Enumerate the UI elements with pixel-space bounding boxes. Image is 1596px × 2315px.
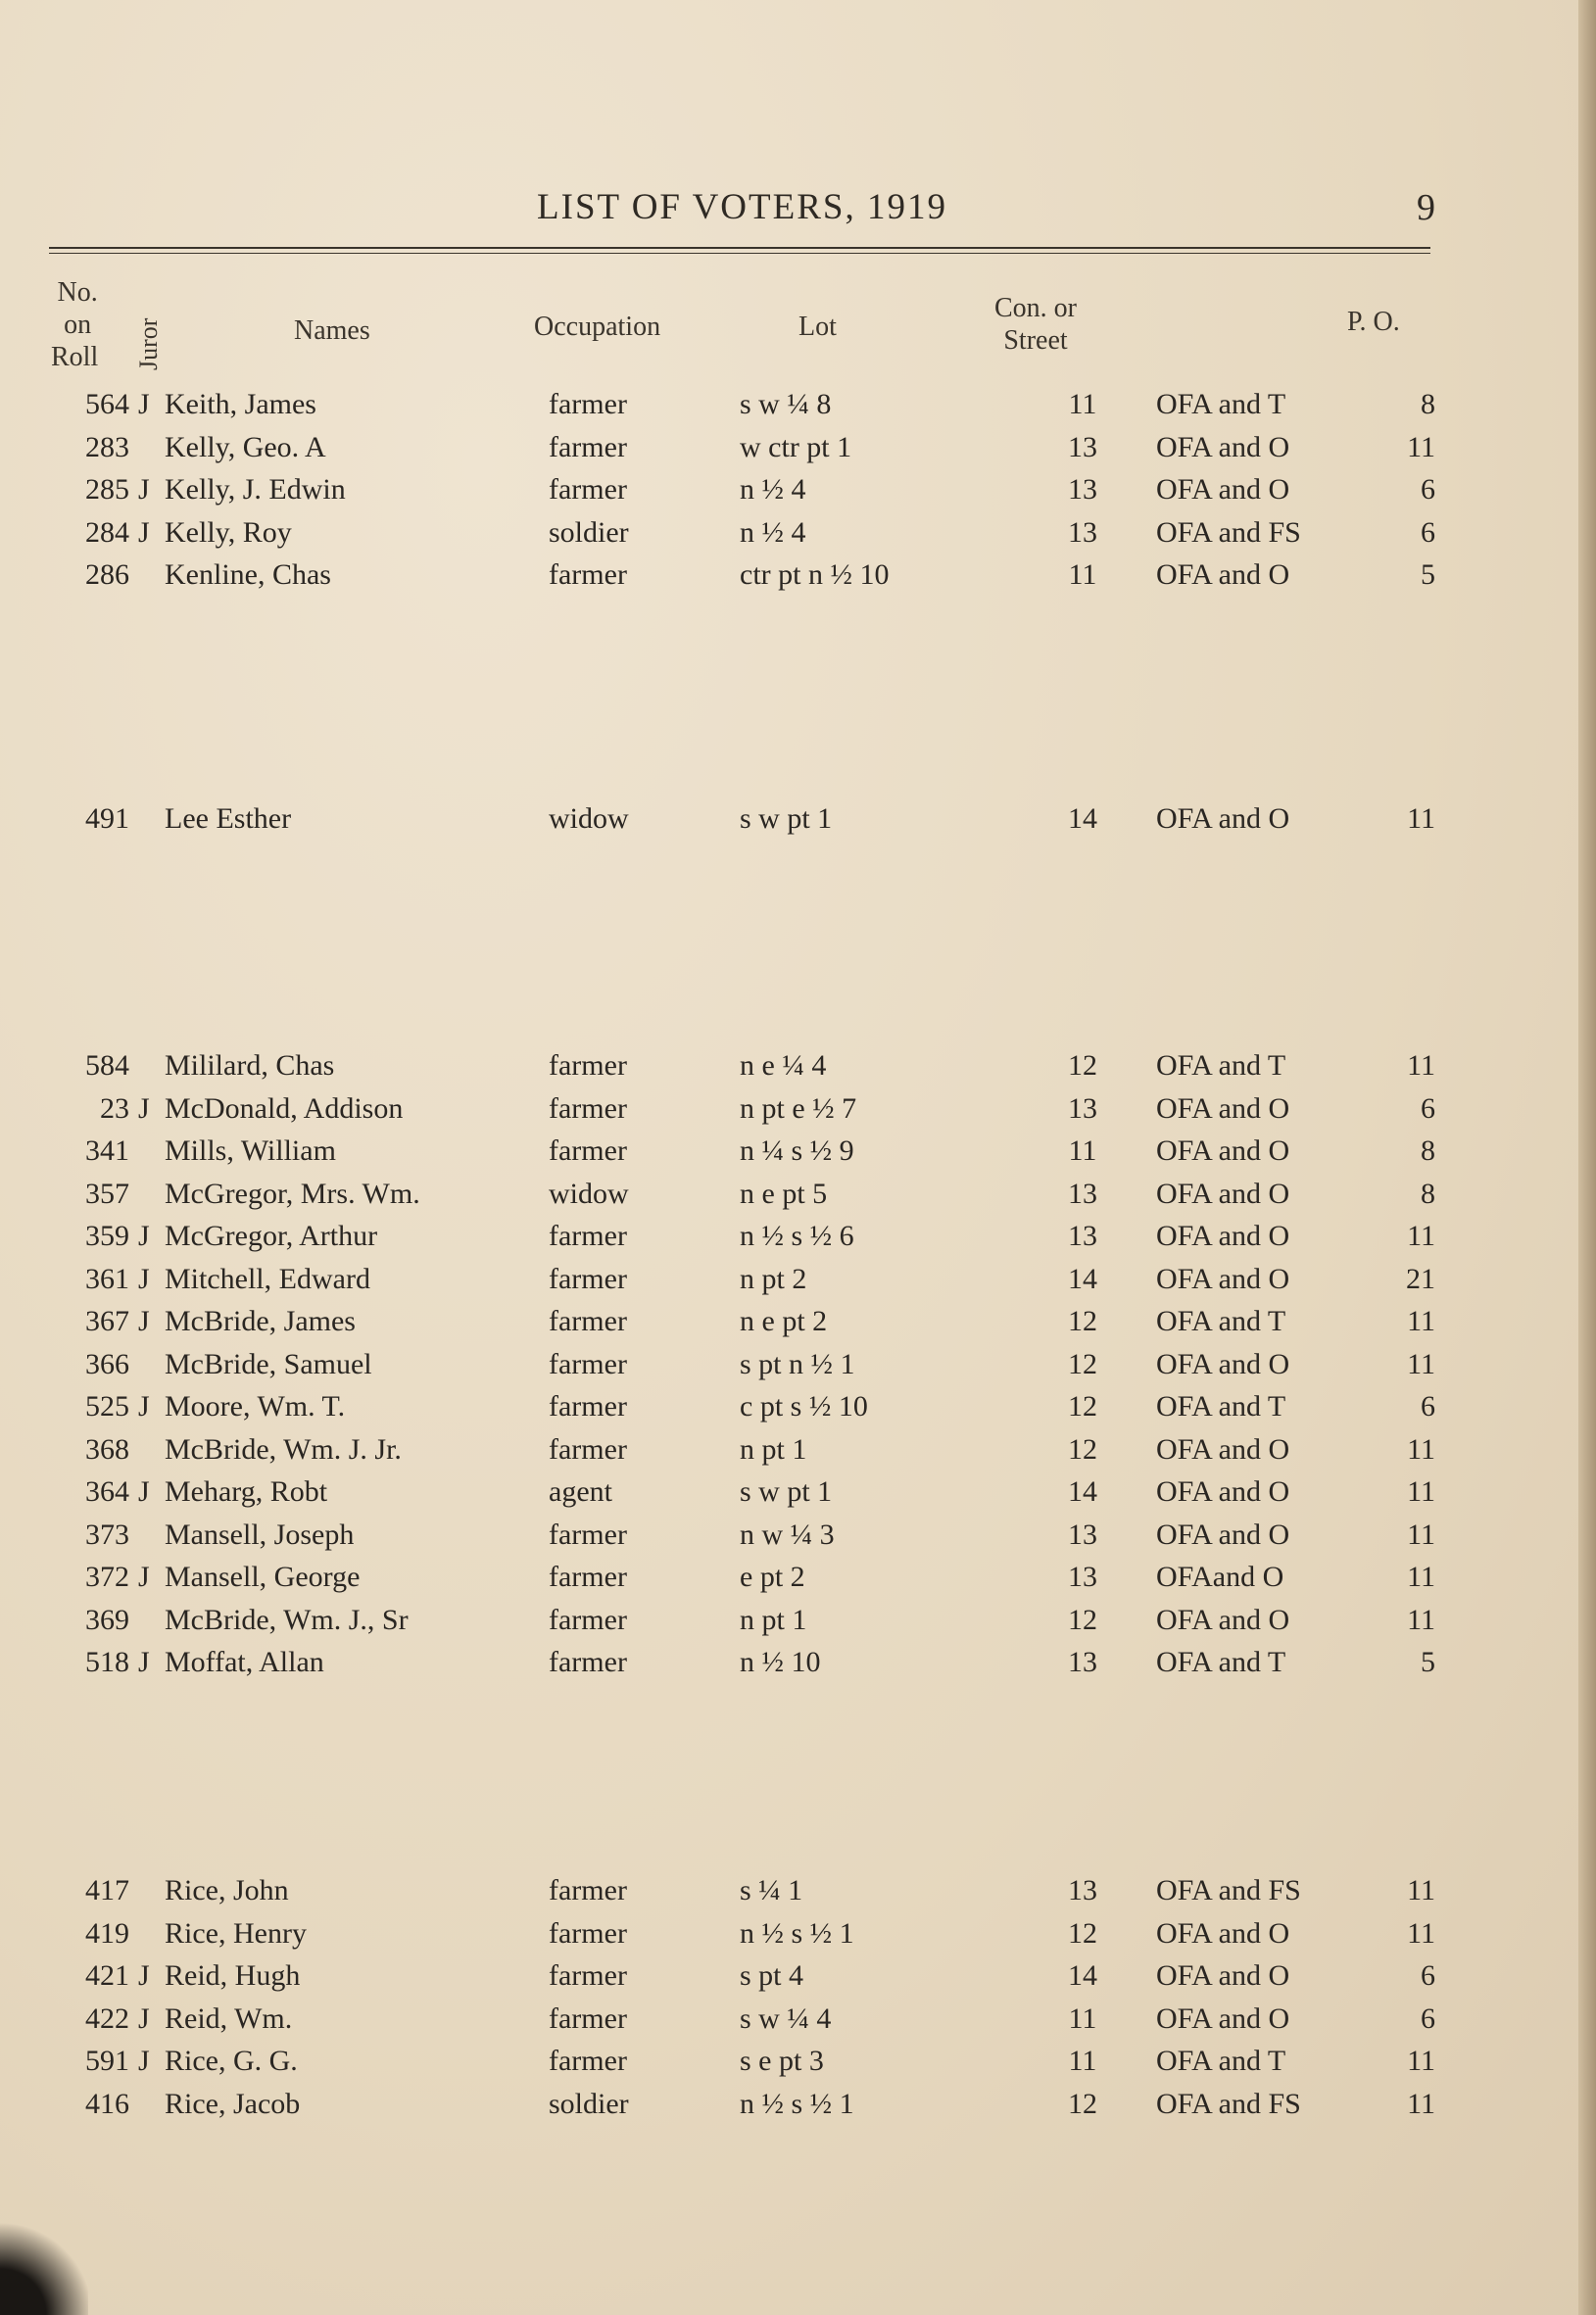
post-office-number: 11	[1407, 1917, 1435, 1950]
page-title: LIST OF VOTERS, 1919	[537, 187, 947, 227]
table-row	[0, 1601, 1596, 1640]
post-office: OFA and O	[1156, 558, 1290, 591]
voter-name: Kelly, J. Edwin	[165, 473, 346, 506]
occupation: farmer	[549, 1519, 627, 1551]
concession: 12	[1068, 1305, 1097, 1337]
table-row	[0, 1175, 1596, 1214]
occupation: farmer	[549, 1433, 627, 1466]
post-office-number: 6	[1421, 1390, 1435, 1423]
post-office: OFA and O	[1156, 1220, 1290, 1252]
lot: n ½ s ½ 6	[740, 1220, 854, 1252]
post-office: OFA and O	[1156, 1959, 1290, 1992]
concession: 11	[1068, 1134, 1097, 1167]
voter-name: Mansell, George	[165, 1561, 361, 1593]
occupation: soldier	[549, 2088, 629, 2120]
lot: s w pt 1	[740, 802, 833, 835]
post-office-number: 11	[1407, 1348, 1435, 1380]
occupation: farmer	[549, 1604, 627, 1636]
post-office-number: 11	[1407, 1433, 1435, 1466]
occupation: farmer	[549, 1049, 627, 1082]
roll-number: 525	[85, 1390, 129, 1423]
lot: s w ¼ 8	[740, 388, 832, 420]
concession: 12	[1068, 1433, 1097, 1466]
occupation: farmer	[549, 1561, 627, 1593]
roll-number: 417	[85, 1874, 129, 1906]
voter-name: Rice, John	[165, 1874, 289, 1906]
table-row	[0, 428, 1596, 467]
post-office-number: 11	[1407, 1049, 1435, 1082]
juror-mark: J	[138, 1305, 150, 1337]
header-rule-thin	[49, 253, 1430, 254]
concession: 14	[1068, 1959, 1097, 1992]
roll-number: 361	[85, 1263, 129, 1295]
occupation: farmer	[549, 1348, 627, 1380]
concession: 13	[1068, 1874, 1097, 1906]
lot: n pt 1	[740, 1433, 807, 1466]
concession: 13	[1068, 1178, 1097, 1210]
table-row	[0, 1089, 1596, 1129]
voter-name: Mills, William	[165, 1134, 336, 1167]
table-row	[0, 513, 1596, 553]
voter-name: McBride, James	[165, 1305, 356, 1337]
post-office-number: 21	[1406, 1263, 1435, 1295]
juror-mark: J	[138, 1092, 150, 1125]
juror-mark: J	[138, 1390, 150, 1423]
table-row	[0, 1871, 1596, 1910]
concession: 13	[1068, 516, 1097, 549]
post-office: OFA and O	[1156, 1604, 1290, 1636]
occupation: agent	[549, 1475, 612, 1508]
post-office-number: 11	[1407, 1475, 1435, 1508]
occupation: soldier	[549, 516, 629, 549]
column-header-no-on-roll: No. on Roll	[51, 277, 99, 372]
post-office-number: 11	[1407, 1519, 1435, 1551]
occupation: farmer	[549, 1092, 627, 1125]
roll-number: 368	[85, 1433, 129, 1466]
roll-number: 564	[85, 388, 129, 420]
voter-name: Meharg, Robt	[165, 1475, 328, 1508]
post-office: OFA and O	[1156, 2002, 1290, 2035]
post-office: OFA and T	[1156, 388, 1286, 420]
column-header-con-or-street: Con. or Street	[994, 293, 1077, 356]
table-row	[0, 1345, 1596, 1384]
column-header-lot: Lot	[798, 312, 837, 342]
occupation: farmer	[549, 558, 627, 591]
table-row	[0, 1956, 1596, 1996]
roll-number: 23	[100, 1092, 129, 1125]
juror-mark: J	[138, 473, 150, 506]
voter-name: Kelly, Roy	[165, 516, 292, 549]
concession: 13	[1068, 1092, 1097, 1125]
concession: 14	[1068, 802, 1097, 835]
post-office: OFA and O	[1156, 1475, 1290, 1508]
roll-number: 364	[85, 1475, 129, 1508]
occupation: farmer	[549, 1305, 627, 1337]
post-office-number: 6	[1421, 1092, 1435, 1125]
voter-name: Rice, G. G.	[165, 2045, 298, 2077]
voter-name: Kelly, Geo. A	[165, 431, 326, 463]
roll-number: 584	[85, 1049, 129, 1082]
occupation: farmer	[549, 388, 627, 420]
juror-mark: J	[138, 1263, 150, 1295]
lot: s w pt 1	[740, 1475, 833, 1508]
table-row	[0, 555, 1596, 595]
concession: 12	[1068, 1049, 1097, 1082]
concession: 13	[1068, 1561, 1097, 1593]
voter-name: McBride, Samuel	[165, 1348, 372, 1380]
concession: 13	[1068, 473, 1097, 506]
post-office: OFA and O	[1156, 431, 1290, 463]
lot: n e pt 5	[740, 1178, 828, 1210]
table-row	[0, 1472, 1596, 1512]
post-office: OFA and FS	[1156, 1874, 1301, 1906]
roll-number: 367	[85, 1305, 129, 1337]
roll-number: 285	[85, 473, 129, 506]
voter-name: Mitchell, Edward	[165, 1263, 370, 1295]
lot: n ½ 4	[740, 473, 806, 506]
voter-name: Moffat, Allan	[165, 1646, 324, 1678]
occupation: farmer	[549, 1263, 627, 1295]
concession: 11	[1068, 2002, 1097, 2035]
table-row	[0, 1430, 1596, 1470]
table-row	[0, 2000, 1596, 2039]
column-header-juror: Juror	[134, 317, 163, 370]
lot: n ½ s ½ 1	[740, 1917, 854, 1950]
lot: c pt s ½ 10	[740, 1390, 868, 1423]
post-office-number: 11	[1407, 2088, 1435, 2120]
lot: s pt n ½ 1	[740, 1348, 855, 1380]
post-office-number: 6	[1421, 473, 1435, 506]
juror-mark: J	[138, 516, 150, 549]
post-office: OFA and T	[1156, 1390, 1286, 1423]
voter-name: McGregor, Mrs. Wm.	[165, 1178, 420, 1210]
lot: n pt 1	[740, 1604, 807, 1636]
post-office: OFA and O	[1156, 1519, 1290, 1551]
post-office-number: 6	[1421, 2002, 1435, 2035]
post-office-number: 11	[1407, 1874, 1435, 1906]
concession: 14	[1068, 1475, 1097, 1508]
lot: w ctr pt 1	[740, 431, 852, 463]
post-office: OFA and O	[1156, 1348, 1290, 1380]
occupation: farmer	[549, 1874, 627, 1906]
juror-mark: J	[138, 2045, 150, 2077]
roll-number: 341	[85, 1134, 129, 1167]
post-office-number: 8	[1421, 1178, 1435, 1210]
concession: 13	[1068, 431, 1097, 463]
table-row	[0, 2042, 1596, 2081]
table-row	[0, 1132, 1596, 1171]
juror-mark: J	[138, 1475, 150, 1508]
voter-name: McGregor, Arthur	[165, 1220, 378, 1252]
roll-number: 591	[85, 2045, 129, 2077]
post-office-number: 8	[1421, 388, 1435, 420]
occupation: farmer	[549, 2002, 627, 2035]
juror-mark: J	[138, 1959, 150, 1992]
column-header-names: Names	[294, 315, 370, 346]
post-office: OFA and O	[1156, 802, 1290, 835]
voter-name: Reid, Hugh	[165, 1959, 301, 1992]
roll-number: 369	[85, 1604, 129, 1636]
juror-mark: J	[138, 2002, 150, 2035]
roll-number: 373	[85, 1519, 129, 1551]
roll-number: 283	[85, 431, 129, 463]
post-office: OFA and O	[1156, 1917, 1290, 1950]
concession: 12	[1068, 1604, 1097, 1636]
lot: n pt 2	[740, 1263, 807, 1295]
roll-number: 284	[85, 516, 129, 549]
voter-name: Rice, Jacob	[165, 2088, 301, 2120]
voter-name: Kenline, Chas	[165, 558, 331, 591]
roll-number: 359	[85, 1220, 129, 1252]
voter-name: Mililard, Chas	[165, 1049, 335, 1082]
table-row	[0, 1516, 1596, 1555]
page-corner-shadow	[0, 2217, 88, 2315]
roll-number: 416	[85, 2088, 129, 2120]
post-office: OFAand O	[1156, 1561, 1284, 1593]
post-office: OFA and O	[1156, 1092, 1290, 1125]
concession: 13	[1068, 1646, 1097, 1678]
concession: 11	[1068, 558, 1097, 591]
concession: 11	[1068, 388, 1097, 420]
voter-name: McBride, Wm. J., Sr	[165, 1604, 409, 1636]
roll-number: 518	[85, 1646, 129, 1678]
post-office: OFA and T	[1156, 1049, 1286, 1082]
page-number: 9	[1417, 187, 1435, 228]
lot: n ½ s ½ 1	[740, 2088, 854, 2120]
voter-name: Rice, Henry	[165, 1917, 307, 1950]
voter-name: McBride, Wm. J. Jr.	[165, 1433, 402, 1466]
lot: n ½ 10	[740, 1646, 821, 1678]
table-row	[0, 1260, 1596, 1299]
lot: s e pt 3	[740, 2045, 824, 2077]
table-row	[0, 799, 1596, 839]
occupation: farmer	[549, 1917, 627, 1950]
post-office: OFA and O	[1156, 1134, 1290, 1167]
concession: 11	[1068, 2045, 1097, 2077]
post-office-number: 6	[1421, 1959, 1435, 1992]
post-office-number: 11	[1407, 2045, 1435, 2077]
lot: n ¼ s ½ 9	[740, 1134, 854, 1167]
post-office: OFA and T	[1156, 2045, 1286, 2077]
occupation: farmer	[549, 1390, 627, 1423]
concession: 12	[1068, 2088, 1097, 2120]
concession: 14	[1068, 1263, 1097, 1295]
post-office-number: 5	[1421, 558, 1435, 591]
post-office-number: 11	[1407, 1561, 1435, 1593]
lot: n pt e ½ 7	[740, 1092, 857, 1125]
lot: n w ¼ 3	[740, 1519, 835, 1551]
page-header	[49, 186, 1435, 245]
concession: 13	[1068, 1519, 1097, 1551]
post-office: OFA and T	[1156, 1646, 1286, 1678]
column-header-po: P. O.	[1347, 307, 1400, 337]
occupation: farmer	[549, 1134, 627, 1167]
post-office: OFA and FS	[1156, 516, 1301, 549]
table-row	[0, 1046, 1596, 1085]
concession: 13	[1068, 1220, 1097, 1252]
lot: ctr pt n ½ 10	[740, 558, 890, 591]
post-office-number: 11	[1407, 1604, 1435, 1636]
post-office-number: 11	[1407, 802, 1435, 835]
lot: s ¼ 1	[740, 1874, 803, 1906]
table-row	[0, 2085, 1596, 2124]
post-office-number: 8	[1421, 1134, 1435, 1167]
post-office-number: 11	[1407, 1220, 1435, 1252]
voter-name: Mansell, Joseph	[165, 1519, 355, 1551]
juror-mark: J	[138, 1220, 150, 1252]
header-rule	[49, 247, 1430, 249]
table-row	[0, 1914, 1596, 1953]
post-office-number: 11	[1407, 431, 1435, 463]
lot: n ½ 4	[740, 516, 806, 549]
voter-name: Keith, James	[165, 388, 316, 420]
occupation: farmer	[549, 1959, 627, 1992]
post-office: OFA and O	[1156, 473, 1290, 506]
roll-number: 421	[85, 1959, 129, 1992]
table-row	[0, 470, 1596, 509]
roll-number: 372	[85, 1561, 129, 1593]
table-row	[0, 385, 1596, 424]
table-row	[0, 1643, 1596, 1682]
table-row	[0, 1558, 1596, 1597]
voter-name: Lee Esther	[165, 802, 292, 835]
juror-mark: J	[138, 1646, 150, 1678]
occupation: farmer	[549, 431, 627, 463]
roll-number: 419	[85, 1917, 129, 1950]
table-row	[0, 1217, 1596, 1256]
roll-number: 491	[85, 802, 129, 835]
occupation: farmer	[549, 1220, 627, 1252]
occupation: widow	[549, 802, 629, 835]
occupation: farmer	[549, 2045, 627, 2077]
column-header-occupation: Occupation	[534, 312, 661, 342]
voter-name: Reid, Wm.	[165, 2002, 293, 2035]
roll-number: 286	[85, 558, 129, 591]
occupation: farmer	[549, 473, 627, 506]
post-office-number: 6	[1421, 516, 1435, 549]
post-office-number: 11	[1407, 1305, 1435, 1337]
concession: 12	[1068, 1390, 1097, 1423]
post-office: OFA and T	[1156, 1305, 1286, 1337]
post-office: OFA and O	[1156, 1178, 1290, 1210]
roll-number: 357	[85, 1178, 129, 1210]
lot: n e pt 2	[740, 1305, 828, 1337]
post-office: OFA and O	[1156, 1263, 1290, 1295]
occupation: farmer	[549, 1646, 627, 1678]
post-office: OFA and FS	[1156, 2088, 1301, 2120]
juror-mark: J	[138, 1561, 150, 1593]
post-office: OFA and O	[1156, 1433, 1290, 1466]
lot: s pt 4	[740, 1959, 804, 1992]
concession: 12	[1068, 1348, 1097, 1380]
roll-number: 422	[85, 2002, 129, 2035]
post-office-number: 5	[1421, 1646, 1435, 1678]
juror-mark: J	[138, 388, 150, 420]
roll-number: 366	[85, 1348, 129, 1380]
table-row	[0, 1387, 1596, 1426]
table-row	[0, 1302, 1596, 1341]
lot: e pt 2	[740, 1561, 805, 1593]
concession: 12	[1068, 1917, 1097, 1950]
lot: s w ¼ 4	[740, 2002, 832, 2035]
voter-name: Moore, Wm. T.	[165, 1390, 346, 1423]
lot: n e ¼ 4	[740, 1049, 827, 1082]
occupation: widow	[549, 1178, 629, 1210]
voter-name: McDonald, Addison	[165, 1092, 404, 1125]
